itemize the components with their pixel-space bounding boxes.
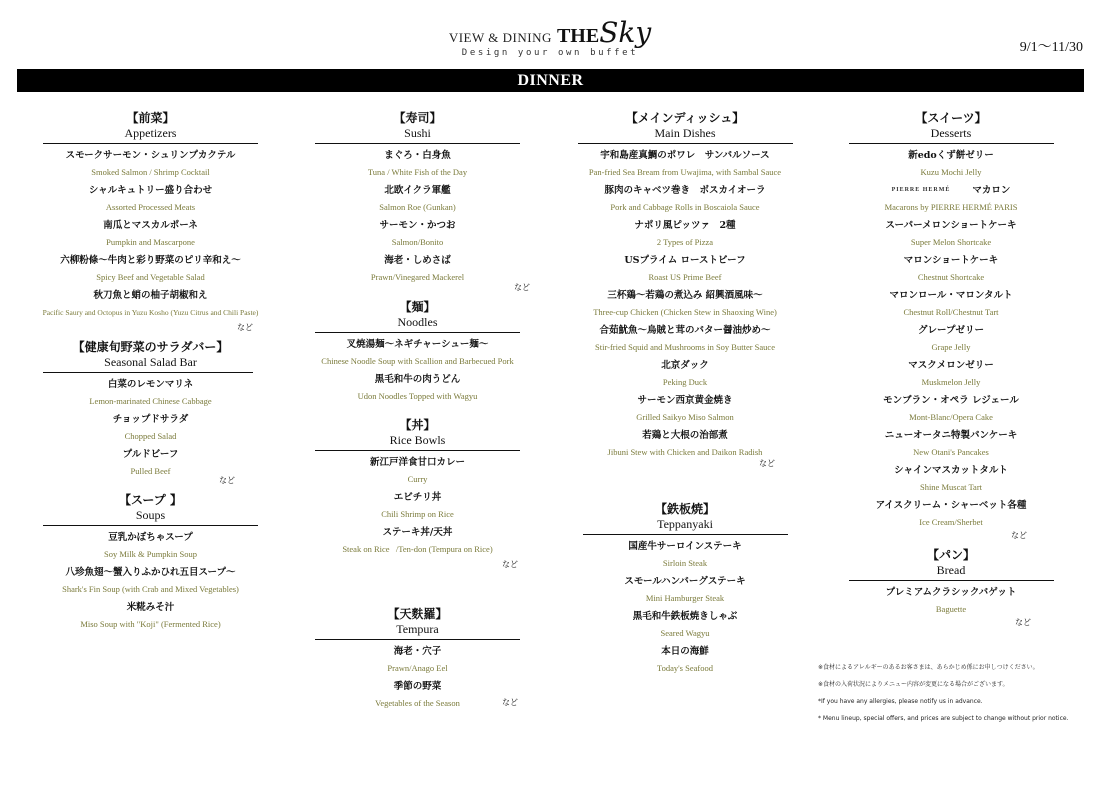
item-name-en: Vegetables of the Season	[375, 698, 460, 708]
item-name-jp: 六柳粉條～牛肉と彩り野菜のピリ辛和え～	[60, 255, 241, 266]
item-name-en: Chestnut Shortcake	[917, 272, 985, 282]
item-name-en: Roast US Prime Beef	[648, 272, 722, 282]
item-name-jp: 八珍魚翅～蟹入りふかひれ五目スープ～	[65, 567, 236, 578]
menu-item	[305, 184, 530, 214]
item-name-jp: ニューオータニ特製パンケーキ	[884, 430, 1018, 441]
section-appetizers	[28, 110, 273, 333]
menu-item	[570, 289, 800, 319]
menu-item	[305, 456, 530, 486]
item-name-jp: ステーキ丼/天丼	[382, 527, 453, 538]
item-name-jp: 黒毛和牛の肉うどん	[374, 374, 461, 385]
item-name-jp: スモールハンバーグステーキ	[624, 576, 746, 587]
item-name-en: Mont-Blanc/Opera Cake	[909, 412, 993, 422]
item-name-en: Salmon/Bonito	[391, 237, 444, 247]
section-title-en: Sushi	[404, 126, 431, 140]
note-changes-jp: ※食材の入荷状況によりメニュー内容が変更になる場合がございます。	[818, 681, 1009, 688]
item-name-en: Baguette	[935, 604, 967, 614]
menu-item	[835, 324, 1067, 354]
section-rule	[43, 525, 258, 526]
menu-item	[305, 491, 530, 521]
item-name-en: Prawn/Anago Eel	[387, 663, 448, 673]
item-name-en: Today's Seafood	[657, 663, 713, 673]
item-name-en: Tuna / White Fish of the Day	[367, 167, 468, 177]
section-title-en: Teppanyaki	[657, 517, 713, 531]
note-allergy-jp: ※食材によるアレルギーのあるお客さまは、あらかじめ係にお申しつけください。	[818, 664, 1039, 671]
item-name-jp: 海老・しめさば	[384, 255, 451, 266]
menu-item	[835, 359, 1067, 389]
item-name-jp: まぐろ・白身魚	[384, 150, 451, 161]
item-name-en: Pulled Beef	[130, 466, 171, 476]
item-name-en: Chili Shrimp on Rice	[381, 509, 454, 519]
section-bread	[835, 547, 1067, 628]
item-name-jp: チョップドサラダ	[112, 414, 189, 425]
section-title-jp: 【天麩羅】	[387, 607, 448, 621]
column-2	[305, 108, 530, 716]
menu-item	[835, 394, 1067, 424]
item-name-jp: ナポリ風ピッツァ 2種	[634, 220, 736, 231]
menu-item	[570, 324, 800, 354]
item-name-en: Pacific Saury and Octopus in Yuzu Kosho (Yuzu Citrus and Chili Paste)	[42, 308, 259, 317]
menu-item	[570, 610, 800, 640]
menu-item	[570, 219, 800, 249]
item-name-jp: 三杯鶏～若鶏の煮込み 紹興酒風味～	[607, 290, 763, 301]
column-4	[835, 108, 1067, 634]
section-title-en: Desserts	[930, 126, 972, 140]
item-name-jp: 季節の野菜	[393, 681, 442, 692]
section-rule	[578, 143, 793, 144]
item-name-jp: スモークサーモン・シュリンプカクテル	[65, 150, 236, 161]
item-name-en: Udon Noodles Topped with Wagyu	[357, 391, 478, 401]
item-name-en: Smoked Salmon / Shrimp Cocktail	[91, 167, 210, 177]
menu-item	[305, 526, 530, 556]
item-name-en: Pork and Cabbage Rolls in Boscaiola Sauce	[610, 202, 760, 212]
menu-item	[570, 540, 800, 570]
section-sushi	[305, 110, 530, 293]
item-name-en: Assorted Processed Meats	[105, 202, 196, 212]
section-title-jp: 【健康旬野菜のサラダバー】	[72, 340, 229, 354]
section-title-en: Soups	[135, 508, 166, 522]
item-name-en: Chopped Salad	[124, 431, 177, 441]
item-name-jp: モンブラン・オペラ レジェール	[883, 395, 1019, 406]
item-name-en: Salmon Roe (Gunkan)	[379, 202, 456, 212]
item-name-en: Sirloin Steak	[662, 558, 708, 568]
item-name-en: Super Melon Shortcake	[910, 237, 992, 247]
item-name-jp: 南瓜とマスカルポーネ	[103, 220, 198, 231]
menu-item	[28, 448, 273, 478]
item-name-en: Steak on Rice /Ten-don (Tempura on Rice)	[342, 544, 493, 554]
section-desserts	[835, 110, 1067, 541]
section-teppanyaki	[570, 501, 800, 675]
etc-label: など	[759, 459, 775, 468]
item-name-en: Stir-fried Squid and Mushrooms in Soy Butter Sauce	[595, 342, 775, 352]
item-name-jp: 北京ダック	[661, 360, 709, 371]
item-name-en: Shine Muscat Tart	[919, 482, 983, 492]
item-name-jp: サーモン西京黄金焼き	[637, 395, 733, 406]
item-name-en: Pan-fried Sea Bream from Uwajima, with Sambal Sauce	[588, 167, 782, 177]
menu-item	[28, 531, 273, 561]
etc-label: など	[237, 323, 253, 332]
section-title-jp: 【寿司】	[393, 111, 442, 125]
item-name-en: Grape Jelly	[931, 342, 971, 352]
item-name-en: Macarons by PIERRE HERMÉ PARIS	[884, 202, 1018, 212]
item-name-jp: 黒毛和牛鉄板焼きしゃぶ	[632, 611, 738, 622]
notes	[818, 664, 1088, 732]
etc-label: など	[502, 560, 518, 569]
item-name-jp: 叉焼湯麺～ネギチャーシュー麺～	[346, 339, 489, 350]
section-title-en: Seasonal Salad Bar	[104, 355, 197, 369]
menu-item	[28, 184, 273, 214]
section-title-jp: 【スープ 】	[119, 493, 182, 507]
item-name-jp: USプライム ローストビーフ	[624, 255, 746, 266]
menu-item	[835, 499, 1067, 529]
item-name-en: Pumpkin and Mascarpone	[106, 237, 195, 247]
section-title-en: Tempura	[396, 622, 439, 636]
item-name-en: Kuzu Mochi Jelly	[920, 167, 982, 177]
section-title-jp: 【鉄板焼】	[654, 502, 715, 516]
section-rule	[849, 580, 1054, 581]
logo-sky: Sky	[599, 16, 652, 49]
menu-item	[570, 394, 800, 424]
section-main-dishes	[570, 110, 800, 469]
item-name-jp: グレープゼリー	[918, 325, 984, 336]
section-title-jp: 【スイーツ】	[915, 111, 987, 125]
etc-label: など	[514, 283, 530, 292]
menu-item	[570, 575, 800, 605]
item-name-jp: 秋刀魚と蛸の柚子胡椒和え	[93, 290, 208, 301]
item-name-en: Prawn/Vinegared Mackerel	[370, 272, 465, 282]
menu-item	[570, 184, 800, 214]
section-title-jp: 【麺】	[399, 300, 436, 314]
menu-item	[28, 378, 273, 408]
item-name-jp: スーパーメロンショートケーキ	[885, 220, 1017, 231]
item-name-en: Seared Wagyu	[660, 628, 710, 638]
section-tempura	[305, 606, 530, 710]
menu-item	[305, 338, 530, 368]
menu-item	[835, 289, 1067, 319]
item-name-en: Peking Duck	[662, 377, 708, 387]
etc-label: など	[502, 698, 518, 707]
menu-item	[28, 566, 273, 596]
item-name-jp: 豚肉のキャベツ巻き ボスカイオーラ	[604, 185, 766, 196]
item-name-jp: 合茹魷魚～烏賊と茸のバター醤油炒め～	[599, 325, 771, 336]
menu-item	[28, 413, 273, 443]
section-salad-bar	[28, 339, 273, 486]
item-name-en: Three-cup Chicken (Chicken Stew in Shaoxing Wine)	[593, 307, 777, 317]
menu-item	[28, 219, 273, 249]
column-3	[570, 108, 800, 681]
section-rule	[849, 143, 1054, 144]
section-title-en: Bread	[936, 563, 966, 577]
logo-view-dining: VIEW & DINING	[448, 30, 552, 45]
item-name-jp: マスクメロンゼリー	[908, 360, 994, 371]
pierre-herme-logo: PIERRE HERMÉ	[891, 187, 951, 193]
item-name-jp: 北欧イクラ軍艦	[384, 185, 451, 196]
menu-item	[835, 254, 1067, 284]
item-name-en: Spicy Beef and Vegetable Salad	[96, 272, 205, 282]
section-title-en: Appetizers	[124, 126, 177, 140]
date-range: 9/1～11/30	[1019, 40, 1083, 55]
item-name-jp: エビチリ丼	[393, 492, 442, 503]
item-name-en: Miso Soup with "Koji" (Fermented Rice)	[80, 619, 221, 629]
item-name-en: 2 Types of Pizza	[656, 237, 714, 247]
section-title-jp: 【パン】	[926, 548, 975, 562]
note-allergy-en: *If you have any allergies, please notify us in advance.	[818, 698, 983, 705]
etc-label: など	[1011, 531, 1027, 540]
logo	[420, 16, 680, 64]
item-name-jp: 米糀みそ汁	[126, 602, 175, 613]
section-title-jp: 【前菜】	[126, 111, 175, 125]
item-name-jp: 新江戸洋食甘口カレー	[369, 457, 465, 468]
section-title-jp: 【丼】	[399, 418, 436, 432]
section-rule	[43, 143, 258, 144]
item-name-en: Chinese Noodle Soup with Scallion and Barbecued Pork	[321, 356, 514, 366]
section-rule	[315, 143, 520, 144]
item-name-en: Muskmelon Jelly	[921, 377, 981, 387]
menu-item	[28, 254, 273, 284]
item-name-jp: 本日の海鮮	[661, 646, 709, 657]
section-soups	[28, 492, 273, 631]
section-title-en: Main Dishes	[654, 126, 716, 140]
item-name-jp: プレミアムクラシックバゲット	[885, 587, 1017, 598]
item-name-en: Lemon-marinated Chinese Cabbage	[89, 396, 212, 406]
menu-item	[835, 184, 1067, 214]
menu-item	[305, 149, 530, 179]
item-name-jp: シャルキュトリー盛り合わせ	[88, 185, 213, 196]
item-name-jp: シャインマスカットタルト	[894, 465, 1008, 476]
etc-label: など	[219, 476, 235, 485]
item-name-jp: マロンショートケーキ	[903, 255, 999, 266]
item-name-jp: 新edoくず餅ゼリー	[908, 150, 994, 161]
item-name-en: New Otani's Pancakes	[913, 447, 989, 457]
menu-item	[835, 429, 1067, 459]
section-noodles	[305, 299, 530, 403]
item-name-jp: 海老・穴子	[393, 646, 442, 657]
item-name-en: Mini Hamburger Steak	[645, 593, 725, 603]
item-name-jp: プルドビーフ	[122, 449, 179, 460]
section-rule	[583, 534, 788, 535]
logo-the: THE	[556, 25, 600, 47]
item-name-en: Shark's Fin Soup (with Crab and Mixed Vegetables)	[62, 584, 239, 594]
item-name-en: Jibuni Stew with Chicken and Daikon Radish	[607, 447, 763, 457]
menu-item	[28, 601, 273, 631]
column-1	[28, 108, 273, 637]
menu-item	[570, 254, 800, 284]
item-name-en: Grilled Saikyo Miso Salmon	[636, 412, 734, 422]
menu-item	[835, 219, 1067, 249]
item-name-jp: マロンロール・マロンタルト	[889, 290, 1013, 301]
menu-item	[305, 219, 530, 249]
menu-item	[305, 254, 530, 284]
item-name-en: Soy Milk & Pumpkin Soup	[103, 549, 198, 559]
menu-item	[305, 645, 530, 675]
item-name-jp: 若鶏と大根の治部煮	[642, 430, 728, 441]
item-name-jp: 白菜のレモンマリネ	[107, 379, 194, 390]
etc-label: など	[1015, 618, 1031, 627]
item-name-en: Ice Cream/Sherbet	[919, 517, 983, 527]
section-rule	[43, 372, 253, 373]
menu-item	[570, 429, 800, 459]
item-name-en: Chestnut Roll/Chestnut Tart	[903, 307, 999, 317]
item-name-jp: サーモン・かつお	[379, 220, 456, 231]
section-title-en: Noodles	[397, 315, 438, 329]
menu-item	[305, 680, 530, 710]
menu-item	[835, 149, 1067, 179]
item-name-jp: 国産牛サーロインステーキ	[628, 541, 742, 552]
section-title-jp: 【メインディッシュ】	[625, 111, 745, 125]
item-name-jp: マカロン	[972, 185, 1011, 196]
item-name-jp: アイスクリーム・シャーベット各種	[875, 500, 1027, 511]
note-changes-en: * Menu lineup, special offers, and prices are subject to change without prior notice.	[818, 715, 1069, 722]
menu-item	[28, 149, 273, 179]
item-name-jp: 豆乳かぼちゃスープ	[108, 532, 193, 543]
section-rule	[315, 639, 520, 640]
menu-item	[28, 289, 273, 319]
logo-tagline: Design your own buffet	[461, 48, 639, 58]
dinner-banner: DINNER	[17, 69, 1084, 92]
menu-item	[570, 645, 800, 675]
section-rice-bowls	[305, 417, 530, 570]
item-name-jp: 宇和島産真鯛のポワレ サンバルソース	[600, 150, 770, 161]
menu-item	[570, 149, 800, 179]
section-rule	[315, 450, 520, 451]
section-title-en: Rice Bowls	[389, 433, 446, 447]
item-name-en: Curry	[407, 474, 428, 484]
section-rule	[315, 332, 520, 333]
menu-item	[835, 464, 1067, 494]
menu-item	[835, 586, 1067, 616]
menu-item	[305, 373, 530, 403]
menu-item	[570, 359, 800, 389]
